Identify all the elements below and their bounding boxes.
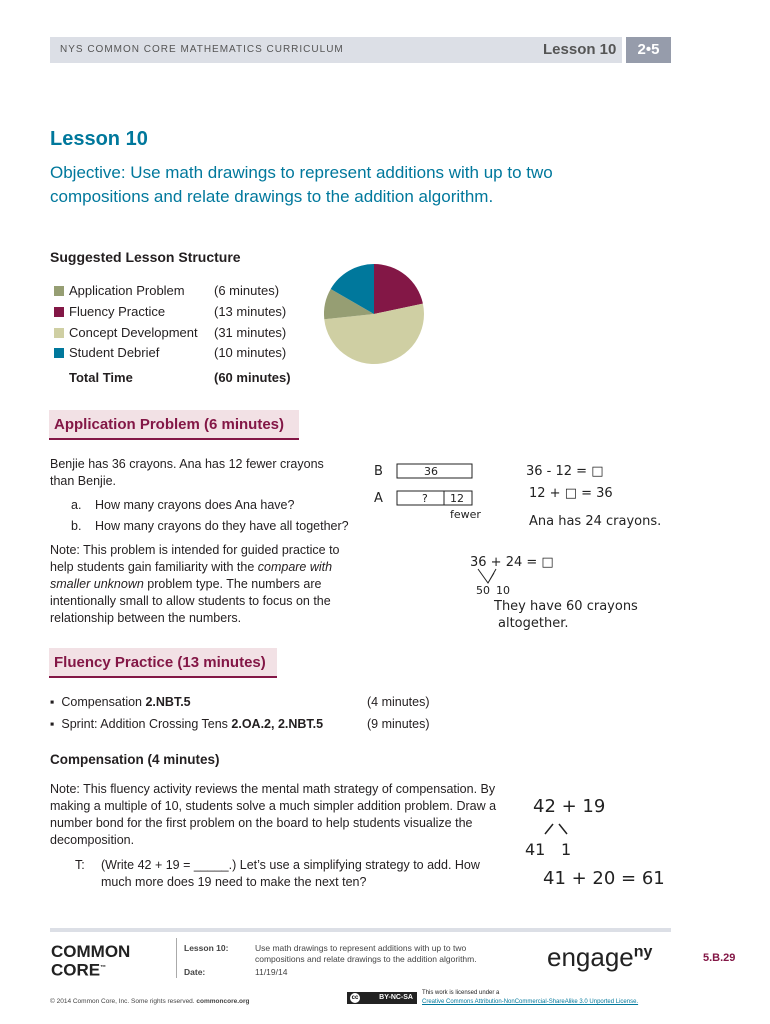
engageny-logo (547, 942, 652, 973)
fluency-item-label: Compensation (61, 695, 146, 709)
page-title: Lesson 10 (50, 128, 148, 150)
tape-label-b: B (374, 464, 383, 479)
common-core-logo (51, 944, 130, 979)
header-lesson: Lesson 10 (543, 41, 617, 58)
note-emphasis: compare with smaller unknown (50, 560, 333, 591)
fluency-item-minutes: (4 minutes) (367, 695, 430, 709)
copyright (50, 998, 250, 1005)
cc-icon: cc (351, 995, 359, 1001)
curriculum-title: NYS COMMON CORE MATHEMATICS CURRICULUM (60, 44, 344, 55)
footer-divider (176, 938, 177, 978)
legend-swatch (54, 328, 64, 338)
structure-item-minutes: (13 minutes) (214, 304, 287, 319)
page-number: 5.B.29 (703, 952, 736, 964)
bond-part-1: 50 (476, 584, 490, 597)
answer-1: Ana has 24 crayons. (529, 514, 662, 529)
footer-rule (50, 928, 671, 932)
copyright-site: commoncore.org (196, 998, 250, 1005)
logo-core: CORE (51, 960, 101, 980)
footer-date: 11/19/14 (255, 967, 288, 977)
fluency-heading: Fluency Practice (13 minutes) (49, 648, 277, 678)
fewer-label: fewer (450, 508, 481, 521)
compensation-heading: Compensation (4 minutes) (50, 752, 220, 767)
bond-part-2: 10 (496, 584, 510, 597)
structure-item-label: Concept Development (69, 325, 198, 340)
bond-result: 41 + 20 = 61 (543, 868, 665, 889)
copyright-text: © 2014 Common Core, Inc. Some rights reserved. (50, 998, 197, 1005)
question-b: How many crayons do they have all together? (95, 519, 349, 533)
fluency-item-label: Sprint: Addition Crossing Tens (61, 717, 232, 731)
logo-line-2 (51, 960, 130, 979)
footer-lesson-label: Lesson 10: (184, 943, 229, 953)
license-link[interactable]: Creative Commons Attribution-NonCommercial-ShareAlike 3.0 Unported License. (422, 999, 639, 1005)
total-label: Total Time (69, 370, 133, 385)
fluency-item (50, 716, 323, 733)
number-bond-drawing (515, 790, 665, 890)
tape-a-unknown: ? (422, 492, 428, 505)
equation-2: 12 + □ = 36 (529, 486, 613, 501)
bullet: ▪ (50, 695, 62, 709)
note-text-end: problem type. The numbers are intentionally small to allow students to focus on the relationship between the numbers. (50, 577, 331, 625)
cc-badge-text: BY-NC-SA (379, 994, 413, 1001)
tape-a-value: 12 (450, 492, 464, 505)
logo-tm: ™ (100, 965, 107, 971)
legend-swatch (54, 307, 64, 317)
equation-3: 36 + 24 = □ (470, 555, 554, 570)
structure-item-label: Student Debrief (69, 345, 160, 360)
teacher-dialogue: (Write 42 + 19 = _____.) Let’s use a simplifying strategy to add. How much more does 19 need to make the next ten? (101, 858, 480, 889)
question-a: How many crayons does Ana have? (95, 498, 295, 512)
question-b-letter: b. (71, 519, 82, 533)
legend-swatch (54, 286, 64, 296)
compensation-note: Note: This fluency activity reviews the mental math strategy of compensation. By making a multiple of 10, students solve a much simpler addition problem. Draw a number bond for the first problem on the board to help students visualize the decomposition. (50, 782, 497, 847)
answer-2-line-1: They have 60 crayons (494, 599, 638, 614)
application-heading: Application Problem (6 minutes) (49, 410, 299, 440)
bullet: ▪ (50, 717, 62, 731)
objective: Objective: Use math drawings to represent additions with up to two compositions and relate drawings to the addition algorithm. (50, 163, 553, 206)
fluency-item (50, 694, 191, 711)
fluency-item-minutes: (9 minutes) (367, 717, 430, 731)
legend-swatch (54, 348, 64, 358)
equation-1: 36 - 12 = □ (526, 464, 604, 479)
bond-equation: 42 + 19 (533, 796, 606, 817)
tape-label-a: A (374, 491, 383, 506)
tape-diagram-drawing (360, 455, 670, 640)
structure-heading: Suggested Lesson Structure (50, 249, 241, 265)
bond-part-1: 1 (561, 840, 572, 859)
bond-part-41: 41 (525, 840, 546, 859)
brand-main: engage (547, 942, 634, 972)
structure-item-label: Application Problem (69, 283, 185, 298)
fluency-item-standard: 2.NBT.5 (145, 695, 191, 709)
structure-item-minutes: (10 minutes) (214, 345, 287, 360)
total-minutes: (60 minutes) (214, 370, 291, 385)
teacher-label: T: (75, 858, 85, 872)
bond-lines (545, 824, 567, 834)
lesson-structure-pie (322, 262, 426, 366)
application-note (50, 542, 360, 627)
brand-sup: ny (633, 943, 653, 961)
answer-2-line-2: altogether. (498, 616, 569, 631)
logo-line-1: COMMON (51, 942, 131, 961)
footer-date-label: Date: (184, 967, 206, 977)
header-module: 2•5 (626, 37, 671, 63)
question-a-letter: a. (71, 498, 82, 512)
tape-b-value: 36 (424, 465, 438, 478)
cc-license-badge[interactable] (347, 992, 417, 1004)
license-text: This work is licensed under a (422, 990, 500, 996)
structure-item-minutes: (31 minutes) (214, 325, 287, 340)
number-bond-lines (478, 569, 496, 583)
footer-lesson-desc: Use math drawings to represent additions with up to two compositions and relate drawings to the addition algorithm. (255, 943, 477, 964)
fluency-item-standard: 2.OA.2, 2.NBT.5 (231, 717, 324, 731)
structure-item-minutes: (6 minutes) (214, 283, 280, 298)
structure-item-label: Fluency Practice (69, 304, 166, 319)
note-text: Note: This problem is intended for guided practice to help students gain familiarity with the (50, 543, 340, 574)
application-problem: Benjie has 36 crayons. Ana has 12 fewer crayons than Benjie. (50, 457, 324, 488)
